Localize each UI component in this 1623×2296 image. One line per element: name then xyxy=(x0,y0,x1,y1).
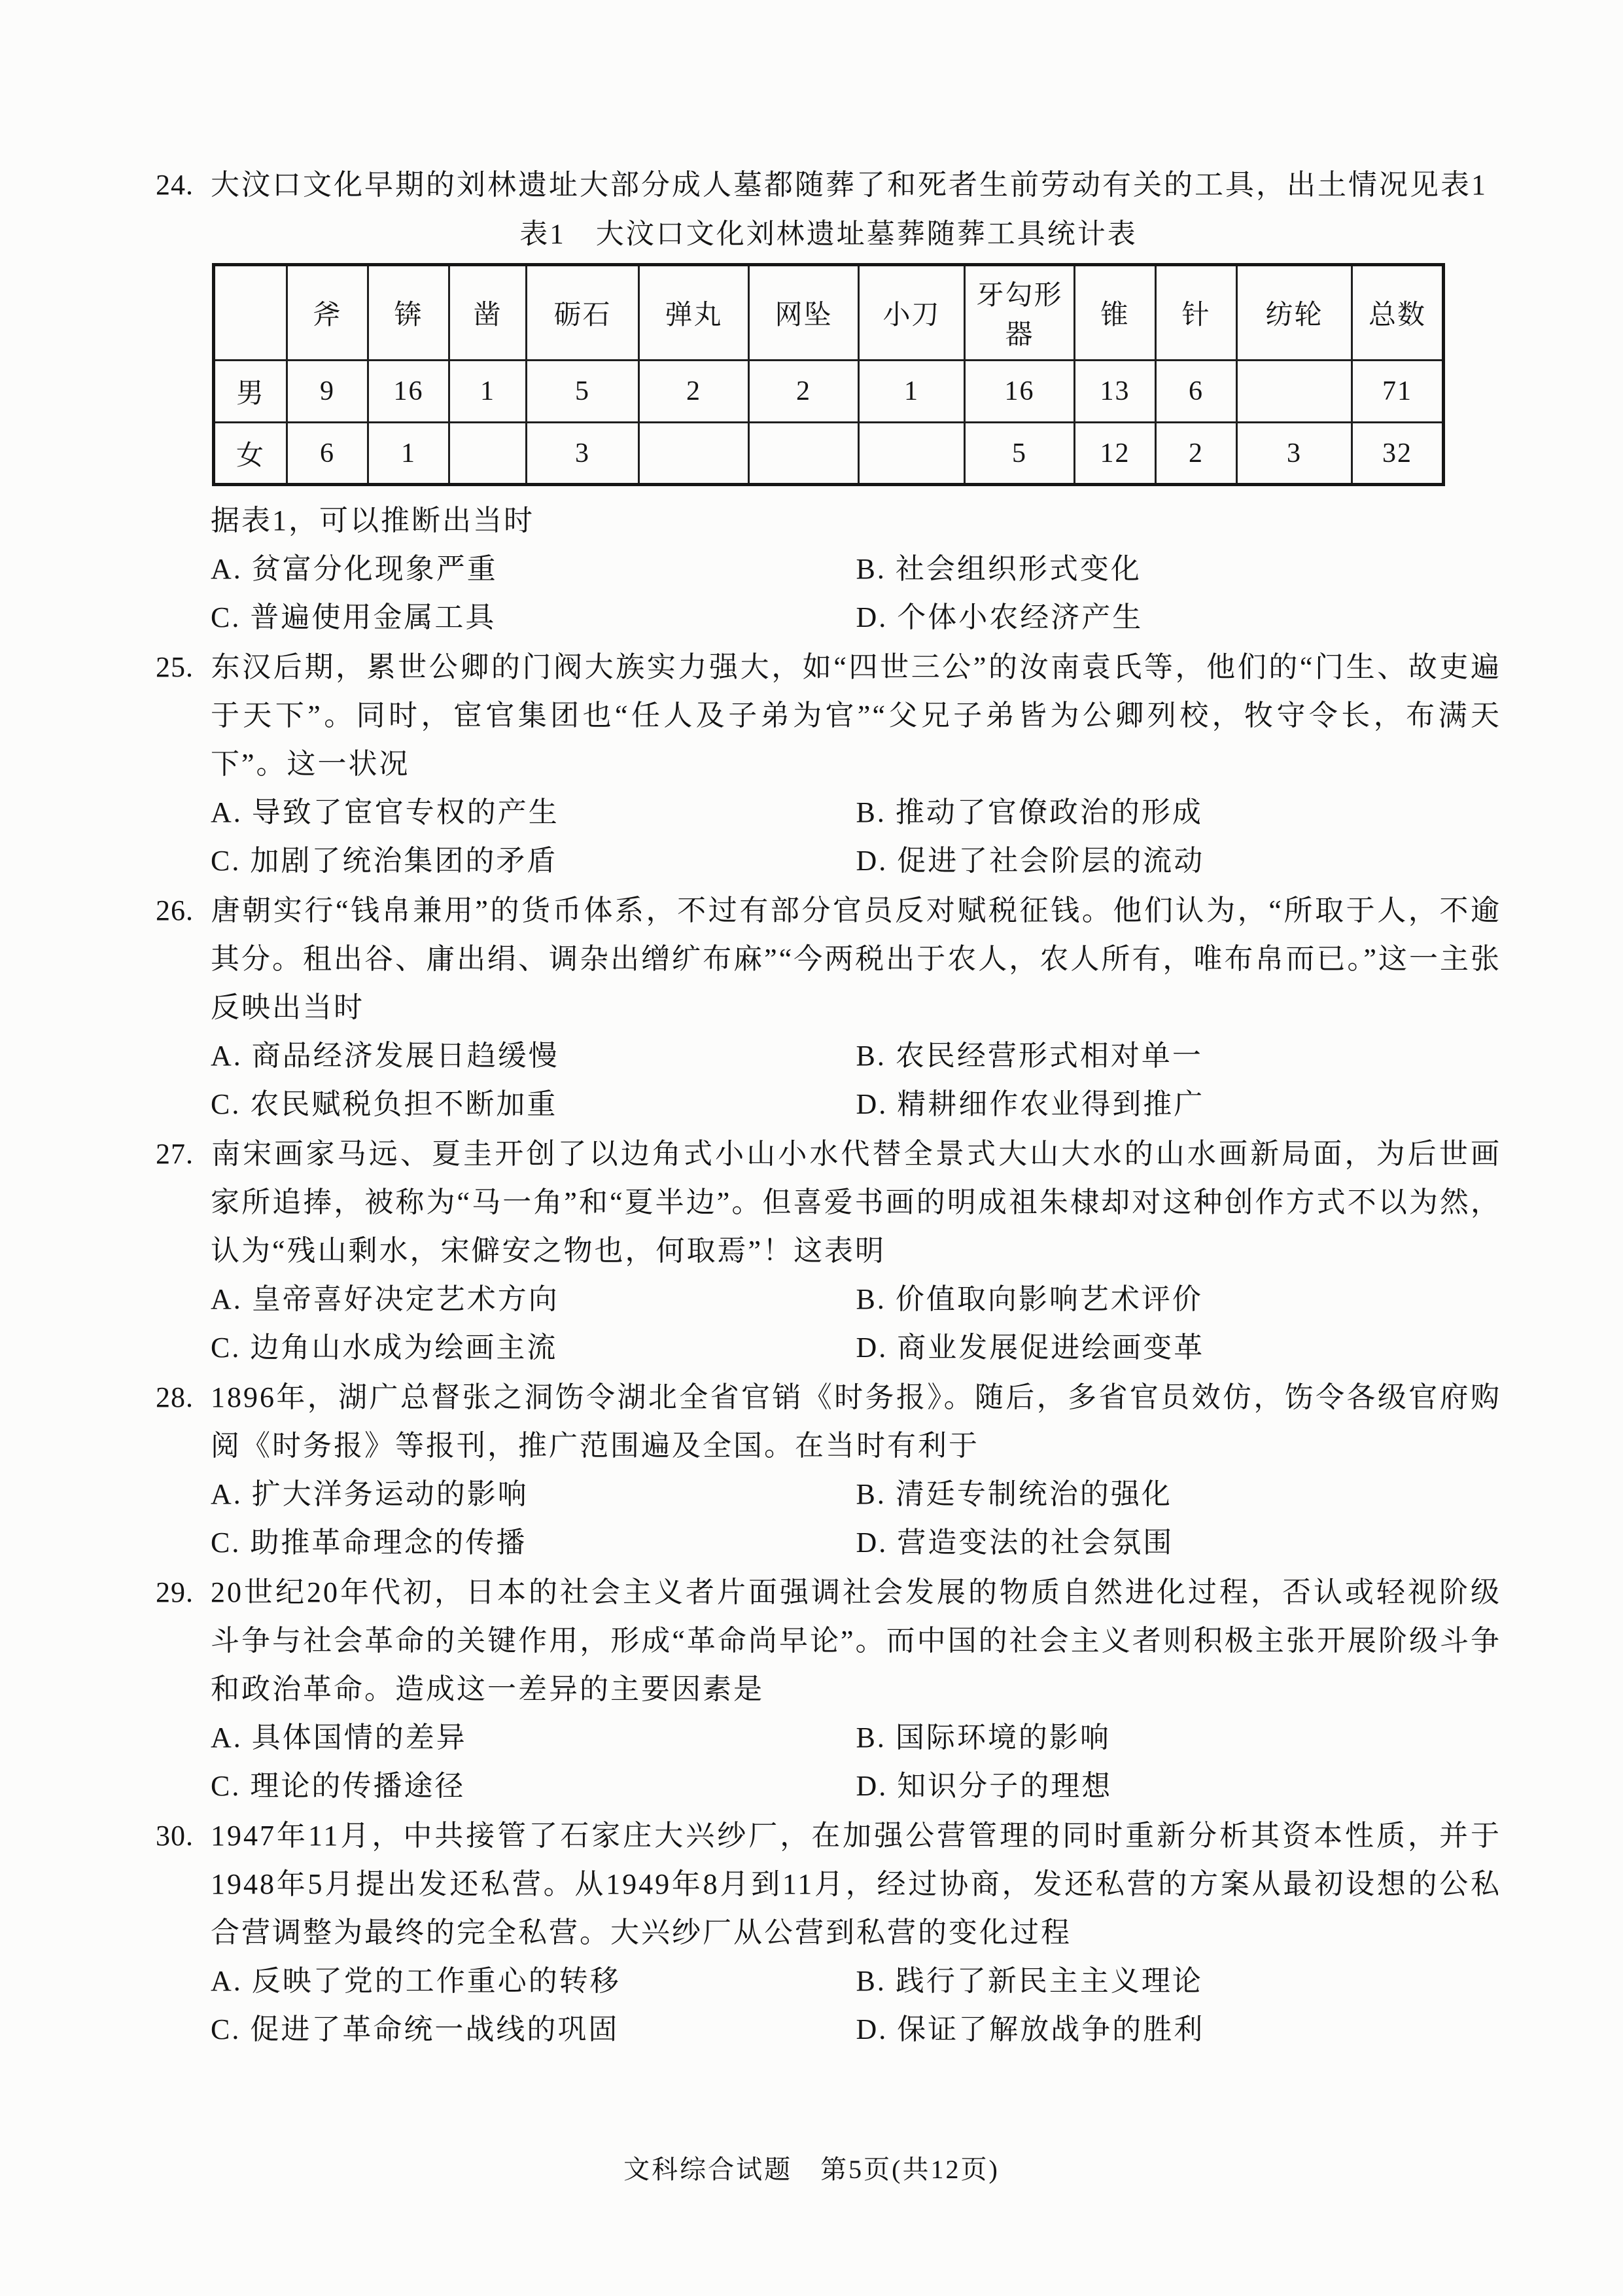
question-25-option-a: A. 导致了宦官专权的产生 xyxy=(211,796,559,828)
question-30-number: 30. xyxy=(156,1820,194,1852)
header-whetstone: 砺石 xyxy=(527,265,639,361)
question-24-number: 24. xyxy=(156,169,194,201)
question-26-text: 唐朝实行“钱帛兼用”的货币体系，不过有部分官员反对赋税征钱。他们认为，“所取于人，不逾其分。租出谷、庸出绢、调杂出缯纩布麻”“今两税出于农人，农人所有，唯布帛而已。”这一主张反映出当时 xyxy=(211,894,1501,1023)
cell-male-small-knife: 1 xyxy=(859,361,965,423)
question-28-number: 28. xyxy=(156,1381,194,1413)
question-24-stem xyxy=(156,161,1501,209)
cell-female-whetstone: 3 xyxy=(527,423,639,485)
header-net-sinker: 网坠 xyxy=(749,265,859,361)
cell-male-tooth-hook: 16 xyxy=(965,361,1075,423)
question-26-option-d: D. 精耕细作农业得到推广 xyxy=(856,1088,1205,1120)
burial-tools-table xyxy=(212,263,1445,486)
question-28-option-b: B. 清廷专制统治的强化 xyxy=(856,1478,1172,1510)
question-26-stem xyxy=(156,887,1501,1032)
question-24-option-b: B. 社会组织形式变化 xyxy=(856,553,1142,585)
cell-male-axe: 9 xyxy=(287,361,368,423)
question-29 xyxy=(156,1568,1501,1810)
question-26-options xyxy=(156,1032,1501,1129)
question-24-options xyxy=(156,545,1501,642)
question-27-text: 南宋画家马远、夏圭开创了以边角式小山小水代替全景式大山大水的山水画新局面，为后世画家所追捧，被称为“马一角”和“夏半边”。但喜爱书画的明成祖朱棣却对这种创作方式不以为然，认为“残山剩水，宋僻安之物也，何取焉”！这表明 xyxy=(211,1138,1501,1267)
question-24-option-d: D. 个体小农经济产生 xyxy=(856,601,1143,633)
question-25-option-b: B. 推动了官僚政治的形成 xyxy=(856,796,1203,828)
question-26 xyxy=(156,887,1501,1129)
cell-female-spindle-whorl: 3 xyxy=(1237,423,1352,485)
question-27-option-b: B. 价值取向影响艺术评价 xyxy=(856,1283,1203,1315)
row-label-female: 女 xyxy=(214,423,287,485)
header-pellet: 弹丸 xyxy=(639,265,749,361)
cell-female-net-sinker xyxy=(749,423,859,485)
question-27-option-d: D. 商业发展促进绘画变革 xyxy=(856,1332,1205,1364)
question-27-option-c: C. 边角山水成为绘画主流 xyxy=(211,1332,558,1364)
question-30-stem xyxy=(156,1812,1501,1957)
question-30-option-b: B. 践行了新民主主义理论 xyxy=(856,1965,1203,1997)
cell-female-needle: 2 xyxy=(1156,423,1237,485)
table-row-female xyxy=(214,423,1444,485)
question-29-stem xyxy=(156,1568,1501,1714)
row-label-male: 男 xyxy=(214,361,287,423)
page-footer: 文科综合试题 第5页(共12页) xyxy=(623,2155,1000,2184)
question-24-option-a: A. 贫富分化现象严重 xyxy=(211,553,498,585)
header-needle: 针 xyxy=(1156,265,1237,361)
cell-female-small-knife xyxy=(859,423,965,485)
question-28-option-a: A. 扩大洋务运动的影响 xyxy=(211,1478,529,1510)
question-24 xyxy=(156,161,1501,642)
question-25 xyxy=(156,643,1501,885)
question-29-options xyxy=(156,1714,1501,1810)
header-small-knife: 小刀 xyxy=(859,265,965,361)
cell-male-awl: 13 xyxy=(1075,361,1156,423)
question-25-stem xyxy=(156,643,1501,788)
question-30 xyxy=(156,1812,1501,2054)
question-26-option-a: A. 商品经济发展日趋缓慢 xyxy=(211,1040,559,1072)
question-28-options xyxy=(156,1470,1501,1567)
question-29-option-d: D. 知识分子的理想 xyxy=(856,1770,1113,1802)
header-total: 总数 xyxy=(1352,265,1444,361)
question-27-number: 27. xyxy=(156,1138,194,1170)
question-28-option-d: D. 营造变法的社会氛围 xyxy=(856,1527,1174,1559)
question-29-option-b: B. 国际环境的影响 xyxy=(856,1722,1111,1754)
header-awl: 锥 xyxy=(1075,265,1156,361)
cell-female-awl: 12 xyxy=(1075,423,1156,485)
question-25-number: 25. xyxy=(156,651,194,683)
question-30-options xyxy=(156,1957,1501,2054)
question-25-text: 东汉后期，累世公卿的门阀大族实力强大，如“四世三公”的汝南袁氏等，他们的“门生、故吏遍于天下”。同时，宦官集团也“任人及子弟为官”“父兄子弟皆为公卿列校，牧守令长，布满天下”。这一状况 xyxy=(211,651,1501,780)
question-29-option-a: A. 具体国情的差异 xyxy=(211,1722,467,1754)
question-28-text: 1896年，湖广总督张之洞饬令湖北全省官销《时务报》。随后，多省官员效仿，饬令各级官府购阅《时务报》等报刊，推广范围遍及全国。在当时有利于 xyxy=(211,1381,1501,1462)
question-28-option-c: C. 助推革命理念的传播 xyxy=(211,1527,527,1559)
question-29-number: 29. xyxy=(156,1576,194,1608)
question-24-lead-in: 据表1，可以推断出当时 xyxy=(211,504,534,537)
cell-female-chisel xyxy=(449,423,527,485)
question-26-option-c: C. 农民赋税负担不断加重 xyxy=(211,1088,558,1120)
table-row-male xyxy=(214,361,1444,423)
question-28-stem xyxy=(156,1373,1501,1470)
cell-female-tooth-hook: 5 xyxy=(965,423,1075,485)
question-30-option-a: A. 反映了党的工作重心的转移 xyxy=(211,1965,621,1997)
cell-female-total: 32 xyxy=(1352,423,1444,485)
header-adze: 锛 xyxy=(368,265,449,361)
table-header-row xyxy=(214,265,1444,361)
question-28 xyxy=(156,1373,1501,1567)
cell-male-spindle-whorl xyxy=(1237,361,1352,423)
question-27-option-a: A. 皇帝喜好决定艺术方向 xyxy=(211,1283,559,1315)
cell-male-pellet: 2 xyxy=(639,361,749,423)
question-30-text: 1947年11月，中共接管了石家庄大兴纱厂，在加强公营管理的同时重新分析其资本性质，并于1948年5月提出发还私营。从1949年8月到11月，经过协商，发还私营的方案从最初设想的公私合营调整为最终的完全私营。大兴纱厂从公营到私营的变化过程 xyxy=(211,1820,1501,1949)
header-tooth-hook: 牙勾形器 xyxy=(965,265,1075,361)
cell-male-net-sinker: 2 xyxy=(749,361,859,423)
header-spindle-whorl: 纺轮 xyxy=(1237,265,1352,361)
cell-female-axe: 6 xyxy=(287,423,368,485)
question-24-option-c: C. 普遍使用金属工具 xyxy=(211,601,497,633)
cell-male-chisel: 1 xyxy=(449,361,527,423)
cell-male-adze: 16 xyxy=(368,361,449,423)
question-27 xyxy=(156,1130,1501,1372)
question-25-option-c: C. 加剧了统治集团的矛盾 xyxy=(211,845,558,877)
question-25-option-d: D. 促进了社会阶层的流动 xyxy=(856,845,1205,877)
question-29-text: 20世纪20年代初，日本的社会主义者片面强调社会发展的物质自然进化过程，否认或轻视阶级斗争与社会革命的关键作用，形成“革命尚早论”。而中国的社会主义者则积极主张开展阶级斗争和政治革命。造成这一差异的主要因素是 xyxy=(211,1576,1501,1705)
cell-male-needle: 6 xyxy=(1156,361,1237,423)
question-26-option-b: B. 农民经营形式相对单一 xyxy=(856,1040,1203,1072)
question-30-option-d: D. 保证了解放战争的胜利 xyxy=(856,2013,1205,2045)
cell-female-pellet xyxy=(639,423,749,485)
header-blank xyxy=(214,265,287,361)
header-chisel: 凿 xyxy=(449,265,527,361)
header-axe: 斧 xyxy=(287,265,368,361)
question-27-options xyxy=(156,1275,1501,1372)
cell-male-total: 71 xyxy=(1352,361,1444,423)
question-26-number: 26. xyxy=(156,894,194,927)
question-24-text: 大汶口文化早期的刘林遗址大部分成人墓都随葬了和死者生前劳动有关的工具，出土情况见表1 xyxy=(211,169,1488,201)
question-25-options xyxy=(156,788,1501,885)
question-30-option-c: C. 促进了革命统一战线的巩固 xyxy=(211,2013,620,2045)
question-27-stem xyxy=(156,1130,1501,1275)
cell-female-adze: 1 xyxy=(368,423,449,485)
table-1-caption: 表1 大汶口文化刘林遗址墓葬随葬工具统计表 xyxy=(519,219,1138,250)
cell-male-whetstone: 5 xyxy=(527,361,639,423)
question-29-option-c: C. 理论的传播途径 xyxy=(211,1770,466,1802)
